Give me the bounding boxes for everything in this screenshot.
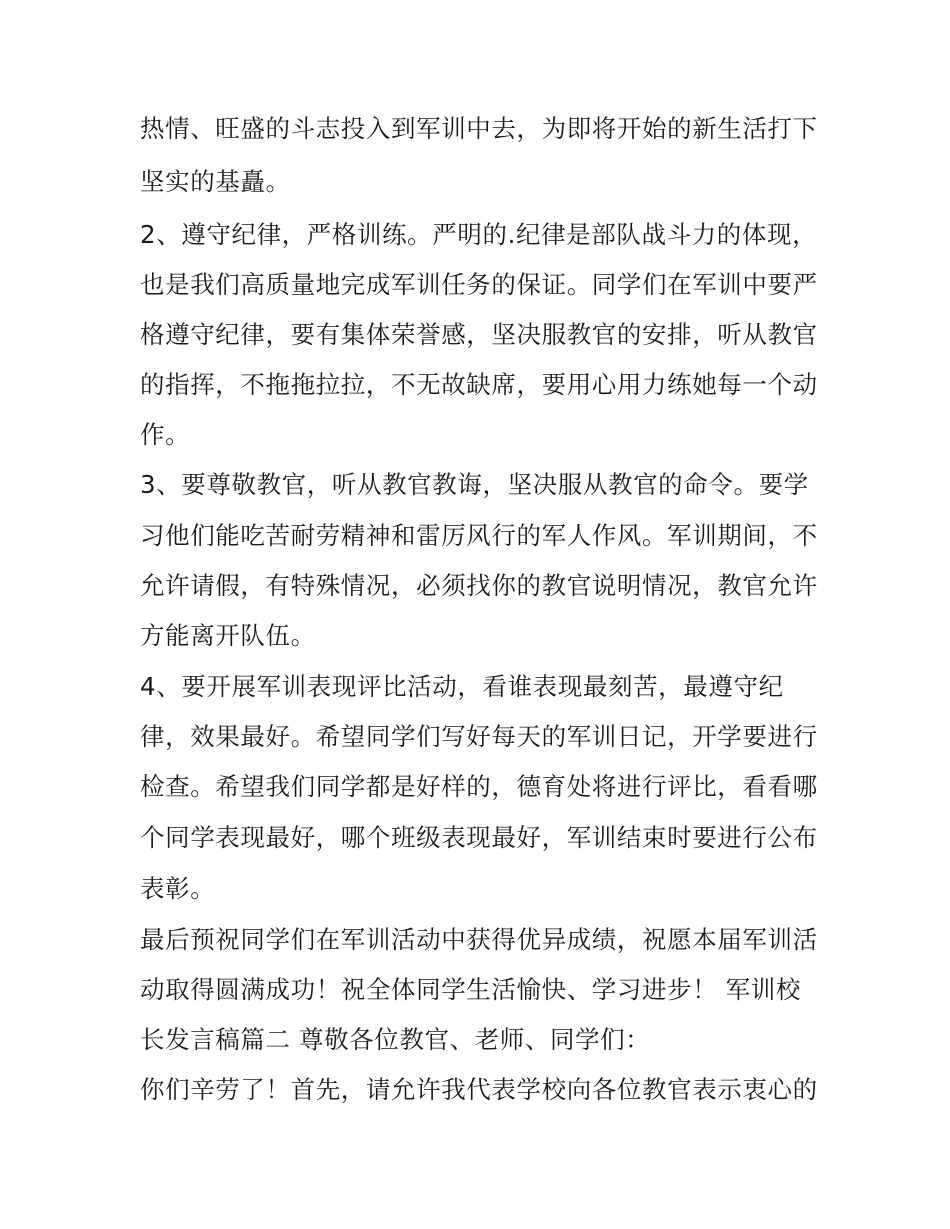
text-line: 格遵守纪律，要有集体荣誉感，坚决服教官的安排，听从教官: [140, 320, 818, 349]
text-line: 长发言稿篇二 尊敬各位教官、老师、同学们：: [140, 1025, 651, 1054]
text-line: 习他们能吃苦耐劳精神和雷厉风行的军人作风。军训期间，不: [140, 521, 818, 550]
text-line: 4、要开展军训表现评比活动，看谁表现最刻苦，最遵守纪: [140, 672, 784, 701]
text-line: 你们辛劳了！首先，请允许我代表学校向各位教官表示衷心的: [140, 1075, 818, 1104]
text-line: 2、遵守纪律，严格训练。严明的.纪律是部队战斗力的体现，: [140, 220, 818, 249]
text-line: 热情、旺盛的斗志投入到军训中去，为即将开始的新生活打下: [140, 114, 818, 143]
text-line: 坚实的基矗。: [140, 167, 291, 196]
text-line: 检查。希望我们同学都是好样的，德育处将进行评比，看看哪: [140, 772, 818, 801]
text-line: 的指挥，不拖拖拉拉，不无故缺席，要用心用力练她每一个动: [140, 370, 818, 399]
text-line: 律，效果最好。希望同学们写好每天的军训日记，开学要进行: [140, 722, 818, 751]
text-line: 动取得圆满成功！祝全体同学生活愉快、学习进步！ 军训校: [140, 975, 801, 1004]
text-line: 也是我们高质量地完成军训任务的保证。同学们在军训中要严: [140, 270, 818, 299]
text-line: 最后预祝同学们在军训活动中获得优异成绩，祝愿本届军训活: [140, 925, 818, 954]
text-line: 作。: [140, 420, 191, 449]
text-line: 3、要尊敬教官，听从教官教诲，坚决服从教官的命令。要学: [140, 470, 809, 499]
text-line: 表彰。: [140, 874, 216, 903]
text-line: 允许请假，有特殊情况，必须找你的教官说明情况，教官允许: [140, 571, 818, 600]
text-line: 个同学表现最好，哪个班级表现最好，军训结束时要进行公布: [140, 823, 818, 852]
text-line: 方能离开队伍。: [140, 621, 316, 650]
